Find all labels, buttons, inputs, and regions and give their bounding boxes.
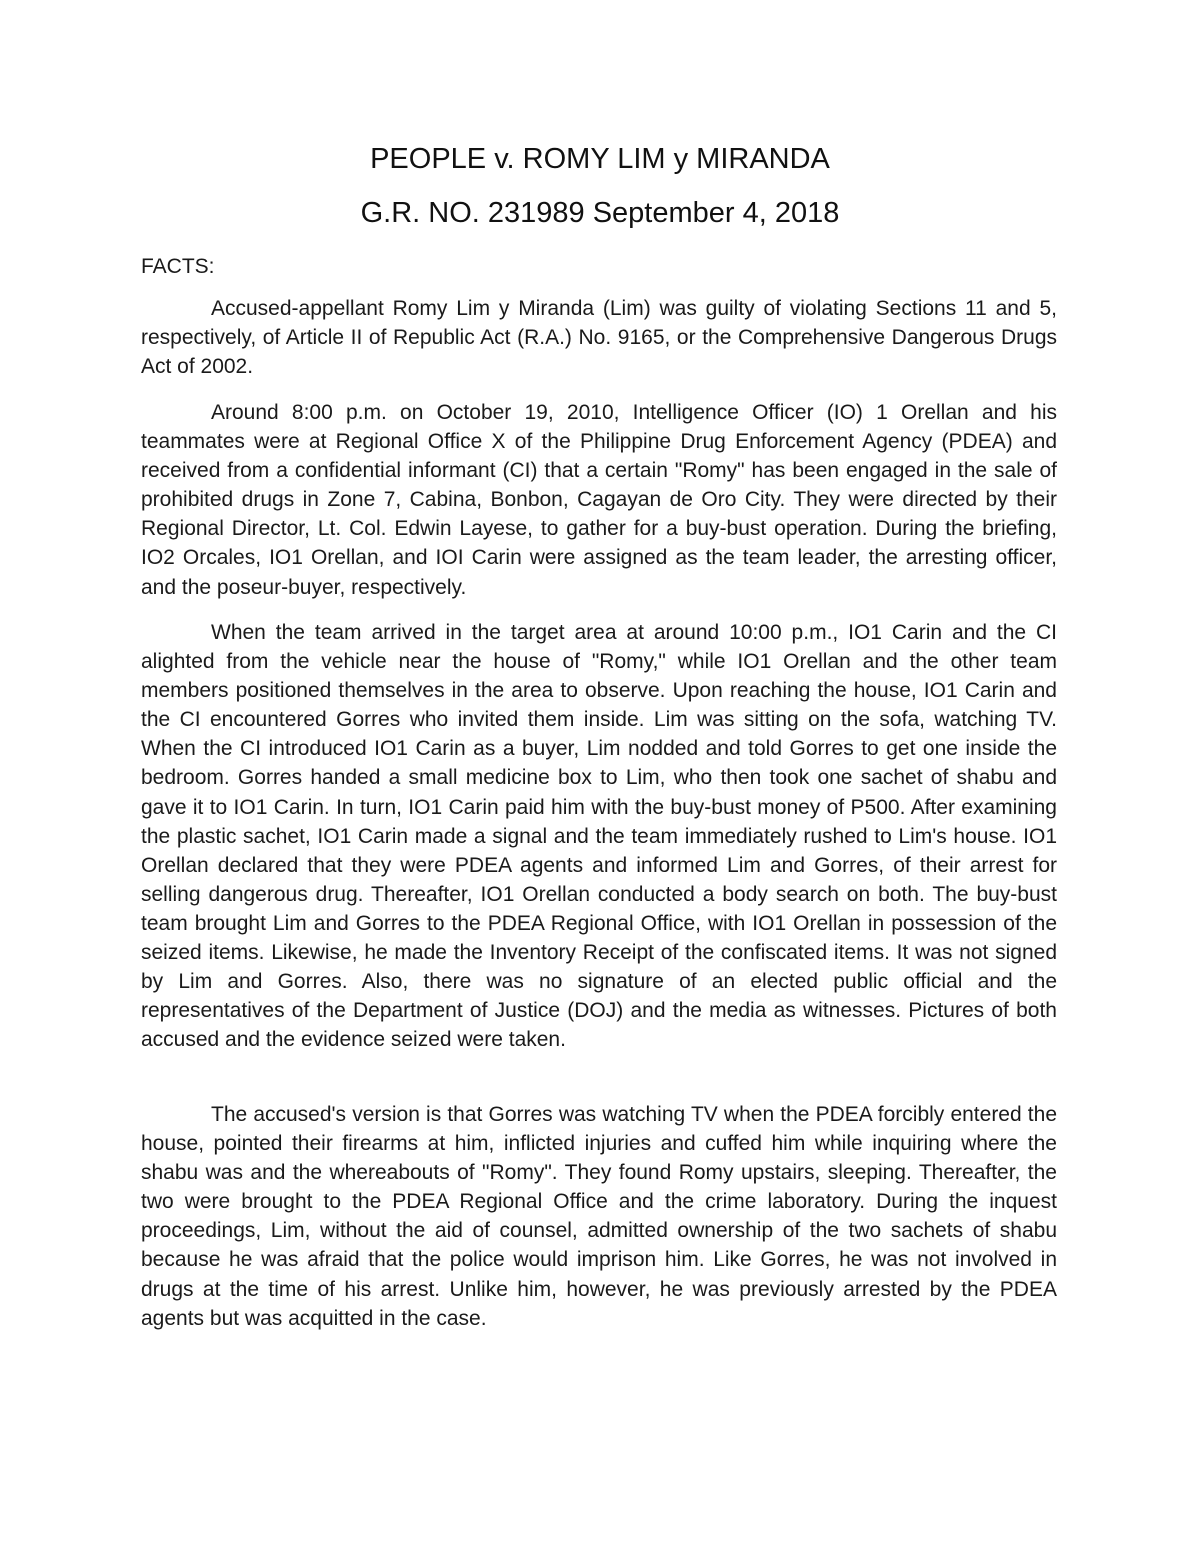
- paragraph: When the team arrived in the target area at around 10:00 p.m., IO1 Carin and the CI alighted from the vehicle near the house of "Romy," while IO1 Orellan and the other team members positioned themselves in the area to observe. Upon reaching the house, IO1 Carin and the CI encountered Gorres who invited them inside. Lim was sitting on the sofa, watching TV. When the CI introduced IO1 Carin as a buyer, Lim nodded and told Gorres to get one inside the bedroom. Gorres handed a small medicine box to Lim, who then took one sachet of shabu and gave it to IO1 Carin. In turn, IO1 Carin paid him with the buy-bust money of P500. After examining the plastic sachet, IO1 Carin made a signal and the team immediately rushed to Lim's house. IO1 Orellan declared that they were PDEA agents and informed Lim and Gorres, of their arrest for selling dangerous drug. Thereafter, IO1 Orellan conducted a body search on both. The buy-bust team brought Lim and Gorres to the PDEA Regional Office, with IO1 Orellan in possession of the seized items. Likewise, he made the Inventory Receipt of the confiscated items. It was not signed by Lim and Gorres. Also, there was no signature of an elected public official and the representatives of the Department of Justice (DOJ) and the media as witnesses. Pictures of both accused and the evidence seized were taken.: [141, 621, 1057, 1052]
- paragraph: The accused's version is that Gorres was watching TV when the PDEA forcibly entered the house, pointed their firearms at him, inflicted injuries and cuffed him while inquiring where the shabu was and the whereabouts of "Romy". They found Romy upstairs, sleeping. Thereafter, the two were brought to the PDEA Regional Office and the crime laboratory. During the inquest proceedings, Lim, without the aid of counsel, admitted ownership of the two sachets of shabu because he was afraid that the police would imprison him. Like Gorres, he was not involved in drugs at the time of his arrest. Unlike him, however, he was previously arrested by the PDEA agents but was acquitted in the case.: [141, 1103, 1057, 1330]
- section-label-facts: FACTS:: [141, 255, 215, 278]
- case-number: G.R. NO. 231989 September 4, 2018: [360, 197, 840, 229]
- document-title: PEOPLE v. ROMY LIM y MIRANDA: [370, 143, 830, 175]
- paragraph: Accused-appellant Romy Lim y Miranda (Lim) was guilty of violating Sections 11 and 5, respectively, of Article II of Republic Act (R.A.) No. 9165, or the Comprehensive Dangerous Drugs Act of 2002.: [141, 297, 1057, 379]
- paragraph: Around 8:00 p.m. on October 19, 2010, Intelligence Officer (IO) 1 Orellan and his teammates were at Regional Office X of the Philippine Drug Enforcement Agency (PDEA) and received from a confidential informant (CI) that a certain "Romy" has been engaged in the sale of prohibited drugs in Zone 7, Cabina, Bonbon, Cagayan de Oro City. They were directed by their Regional Director, Lt. Col. Edwin Layese, to gather for a buy-bust operation. During the briefing, IO2 Orcales, IO1 Orellan, and IOI Carin were assigned as the team leader, the arresting officer, and the poseur-buyer, respectively.: [141, 401, 1057, 599]
